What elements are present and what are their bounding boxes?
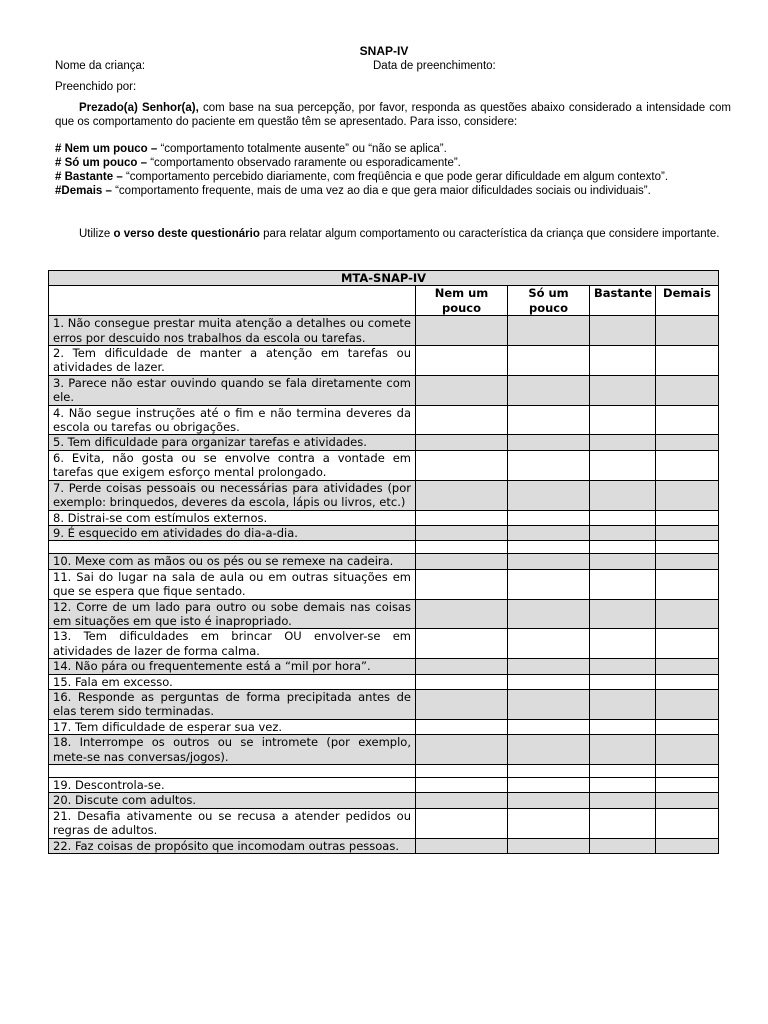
answer-cell[interactable] <box>508 719 590 734</box>
answer-cell[interactable] <box>656 450 719 480</box>
spacer-cell <box>590 765 656 778</box>
answer-cell[interactable] <box>508 689 590 719</box>
answer-cell[interactable] <box>590 599 656 629</box>
answer-cell[interactable] <box>508 778 590 793</box>
answer-cell[interactable] <box>656 793 719 808</box>
table-row <box>49 778 719 793</box>
table-row <box>49 793 719 808</box>
answer-cell[interactable] <box>416 405 508 435</box>
scale-item <box>55 184 731 198</box>
scale-item <box>55 142 731 156</box>
answer-cell[interactable] <box>508 599 590 629</box>
answer-cell[interactable] <box>590 689 656 719</box>
table-row <box>49 689 719 719</box>
answer-cell[interactable] <box>508 554 590 569</box>
intro-paragraph <box>55 101 731 129</box>
spacer-row <box>49 765 719 778</box>
question-text: 6. Evita, não gosta ou se envolve contra a vontade em tarefas que exigem esforço mental prolongado. <box>49 450 416 480</box>
answer-cell[interactable] <box>590 554 656 569</box>
answer-cell[interactable] <box>508 480 590 510</box>
answer-cell[interactable] <box>508 838 590 853</box>
column-header: Nem um pouco <box>416 286 508 316</box>
answer-cell[interactable] <box>416 674 508 689</box>
spacer-cell <box>508 541 590 554</box>
answer-cell[interactable] <box>416 735 508 765</box>
answer-cell[interactable] <box>590 674 656 689</box>
answer-cell[interactable] <box>656 554 719 569</box>
answer-cell[interactable] <box>416 480 508 510</box>
table-row <box>49 554 719 569</box>
answer-cell[interactable] <box>416 316 508 346</box>
answer-cell[interactable] <box>590 629 656 659</box>
spacer-cell <box>508 765 590 778</box>
question-text: 16. Responde as perguntas de forma precipitada antes de elas terem sido terminadas. <box>49 689 416 719</box>
answer-cell[interactable] <box>508 808 590 838</box>
answer-cell[interactable] <box>508 525 590 540</box>
question-text: 1. Não consegue prestar muita atenção a detalhes ou comete erros por descuido nos trabalhos da escola ou tarefas. <box>49 316 416 346</box>
table-row <box>49 599 719 629</box>
answer-cell[interactable] <box>656 659 719 674</box>
column-header: Demais <box>656 286 719 316</box>
answer-cell[interactable] <box>590 480 656 510</box>
answer-cell[interactable] <box>656 719 719 734</box>
scale-desc: “comportamento observado raramente ou esporadicamente”. <box>147 157 461 169</box>
answer-cell[interactable] <box>416 629 508 659</box>
answer-cell[interactable] <box>590 435 656 450</box>
table-row <box>49 316 719 346</box>
spacer-cell <box>49 541 416 554</box>
question-text: 15. Fala em excesso. <box>49 674 416 689</box>
answer-cell[interactable] <box>656 405 719 435</box>
table-row <box>49 510 719 525</box>
answer-cell[interactable] <box>416 435 508 450</box>
answer-cell[interactable] <box>508 659 590 674</box>
table-row <box>49 674 719 689</box>
answer-cell[interactable] <box>508 450 590 480</box>
filled-by-label: Preenchido por: <box>55 81 137 93</box>
answer-cell[interactable] <box>416 554 508 569</box>
answer-cell[interactable] <box>590 735 656 765</box>
spacer-row <box>49 541 719 554</box>
scale-label: #Demais – <box>55 185 112 197</box>
question-text: 4. Não segue instruções até o fim e não termina deveres da escola ou tarefas ou obrigações. <box>49 405 416 435</box>
answer-cell[interactable] <box>656 778 719 793</box>
answer-cell[interactable] <box>508 316 590 346</box>
answer-cell[interactable] <box>416 375 508 405</box>
answer-cell[interactable] <box>656 689 719 719</box>
answer-cell[interactable] <box>656 346 719 376</box>
answer-cell[interactable] <box>590 719 656 734</box>
answer-cell[interactable] <box>656 735 719 765</box>
answer-cell[interactable] <box>590 405 656 435</box>
table-row <box>49 569 719 599</box>
question-header <box>49 286 416 316</box>
note-paragraph <box>55 227 731 241</box>
table-row <box>49 525 719 540</box>
answer-cell[interactable] <box>416 778 508 793</box>
answer-cell[interactable] <box>416 689 508 719</box>
answer-cell[interactable] <box>416 793 508 808</box>
table-row <box>49 735 719 765</box>
answer-cell[interactable] <box>656 838 719 853</box>
answer-cell[interactable] <box>590 525 656 540</box>
answer-cell[interactable] <box>590 838 656 853</box>
question-text: 9. É esquecido em atividades do dia-a-dia. <box>49 525 416 540</box>
answer-cell[interactable] <box>508 510 590 525</box>
table-title: MTA-SNAP-IV <box>49 271 719 286</box>
answer-cell[interactable] <box>656 525 719 540</box>
column-header: Só um pouco <box>508 286 590 316</box>
answer-cell[interactable] <box>416 719 508 734</box>
question-text: 20. Discute com adultos. <box>49 793 416 808</box>
scale-desc: “comportamento totalmente ausente” ou “não se aplica”. <box>157 143 447 155</box>
answer-cell[interactable] <box>656 510 719 525</box>
table-row <box>49 629 719 659</box>
spacer-cell <box>590 541 656 554</box>
answer-cell[interactable] <box>508 435 590 450</box>
question-text: 5. Tem dificuldade para organizar tarefas e atividades. <box>49 435 416 450</box>
scale-item <box>55 156 731 170</box>
question-text: 12. Corre de um lado para outro ou sobe demais nas coisas em situações em que isto é inapropriado. <box>49 599 416 629</box>
question-text: 10. Mexe com as mãos ou os pés ou se remexe na cadeira. <box>49 554 416 569</box>
answer-cell[interactable] <box>508 674 590 689</box>
answer-cell[interactable] <box>508 629 590 659</box>
scale-label: # Nem um pouco – <box>55 143 158 155</box>
scale-label: # Bastante – <box>55 171 123 183</box>
answer-cell[interactable] <box>590 510 656 525</box>
answer-cell[interactable] <box>590 375 656 405</box>
answer-cell[interactable] <box>590 778 656 793</box>
question-text: 13. Tem dificuldades em brincar OU envolver-se em atividades de lazer de forma calma. <box>49 629 416 659</box>
question-text: 21. Desafia ativamente ou se recusa a atender pedidos ou regras de adultos. <box>49 808 416 838</box>
answer-cell[interactable] <box>508 793 590 808</box>
table-row <box>49 435 719 450</box>
answer-cell[interactable] <box>416 346 508 376</box>
answer-cell[interactable] <box>416 838 508 853</box>
answer-cell[interactable] <box>416 599 508 629</box>
question-text: 22. Faz coisas de propósito que incomodam outras pessoas. <box>49 838 416 853</box>
question-text: 8. Distrai-se com estímulos externos. <box>49 510 416 525</box>
child-name-label: Nome da criança: <box>55 60 146 72</box>
table-row <box>49 480 719 510</box>
table-row <box>49 450 719 480</box>
answer-cell[interactable] <box>590 346 656 376</box>
answer-cell[interactable] <box>416 569 508 599</box>
answer-cell[interactable] <box>656 599 719 629</box>
answer-cell[interactable] <box>416 450 508 480</box>
answer-cell[interactable] <box>416 525 508 540</box>
fill-date-field <box>373 59 673 73</box>
table-row <box>49 659 719 674</box>
question-text: 17. Tem dificuldade de esperar sua vez. <box>49 719 416 734</box>
question-text: 7. Perde coisas pessoais ou necessárias para atividades (por exemplo: brinquedos, deveres da escola, lápis ou livros, etc.) <box>49 480 416 510</box>
question-text: 3. Parece não estar ouvindo quando se fala diretamente com ele. <box>49 375 416 405</box>
spacer-cell <box>656 765 719 778</box>
table-row <box>49 719 719 734</box>
scale-desc: “comportamento frequente, mais de uma vez ao dia e que gera maior dificuldades sociais ou individuais”. <box>111 185 651 197</box>
answer-cell[interactable] <box>656 435 719 450</box>
note-text: Utilize <box>79 228 114 240</box>
answer-cell[interactable] <box>656 674 719 689</box>
question-text: 2. Tem dificuldade de manter a atenção em tarefas ou atividades de lazer. <box>49 346 416 376</box>
question-text: 11. Sai do lugar na sala de aula ou em outras situações em que se espera que fique sentado. <box>49 569 416 599</box>
question-text: 14. Não pára ou frequentemente está a “mil por hora”. <box>49 659 416 674</box>
fill-date-label: Data de preenchimento: <box>373 60 496 72</box>
spacer-cell <box>656 541 719 554</box>
table-row <box>49 838 719 853</box>
snap-table <box>48 270 719 854</box>
answer-cell[interactable] <box>508 375 590 405</box>
table-row <box>49 375 719 405</box>
answer-cell[interactable] <box>656 808 719 838</box>
scale-item <box>55 170 731 184</box>
scale-legend <box>55 142 731 198</box>
table-row <box>49 346 719 376</box>
salutation: Prezado(a) Senhor(a), <box>79 102 199 114</box>
spacer-cell <box>416 765 508 778</box>
answer-cell[interactable] <box>508 405 590 435</box>
answer-cell[interactable] <box>508 346 590 376</box>
intro-text: com base na sua percepção, por favor, responda as questões abaixo considerado a intensidade com que os comportamento do paciente em questão têm se apresentado. Para isso, considere: <box>55 102 731 128</box>
answer-cell[interactable] <box>590 793 656 808</box>
answer-cell[interactable] <box>656 375 719 405</box>
question-text: 18. Interrompe os outros ou se intromete (por exemplo, mete-se nas conversas/jogos). <box>49 735 416 765</box>
scale-label: # Só um pouco – <box>55 157 148 169</box>
answer-cell[interactable] <box>656 316 719 346</box>
answer-cell[interactable] <box>416 808 508 838</box>
column-header: Bastante <box>590 286 656 316</box>
answer-cell[interactable] <box>590 569 656 599</box>
answer-cell[interactable] <box>416 659 508 674</box>
table-row <box>49 405 719 435</box>
answer-cell[interactable] <box>590 808 656 838</box>
spacer-cell <box>416 541 508 554</box>
spacer-cell <box>49 765 416 778</box>
answer-cell[interactable] <box>656 629 719 659</box>
table-row <box>49 808 719 838</box>
filled-by-field <box>55 80 731 94</box>
table-body <box>49 316 719 854</box>
note-text: para relatar algum comportamento ou característica da criança que considere importante. <box>259 228 720 240</box>
answer-cell[interactable] <box>590 450 656 480</box>
answer-cell[interactable] <box>656 480 719 510</box>
scale-desc: “comportamento percebido diariamente, com freqüência e que pode gerar dificuldade em algum contexto”. <box>122 171 669 183</box>
answer-cell[interactable] <box>508 735 590 765</box>
answer-cell[interactable] <box>656 569 719 599</box>
page-title: SNAP-IV <box>359 44 409 58</box>
question-text: 19. Descontrola-se. <box>49 778 416 793</box>
note-bold: o verso deste questionário <box>113 228 260 240</box>
answer-cell[interactable] <box>590 659 656 674</box>
answer-cell[interactable] <box>416 510 508 525</box>
answer-cell[interactable] <box>508 569 590 599</box>
answer-cell[interactable] <box>590 316 656 346</box>
